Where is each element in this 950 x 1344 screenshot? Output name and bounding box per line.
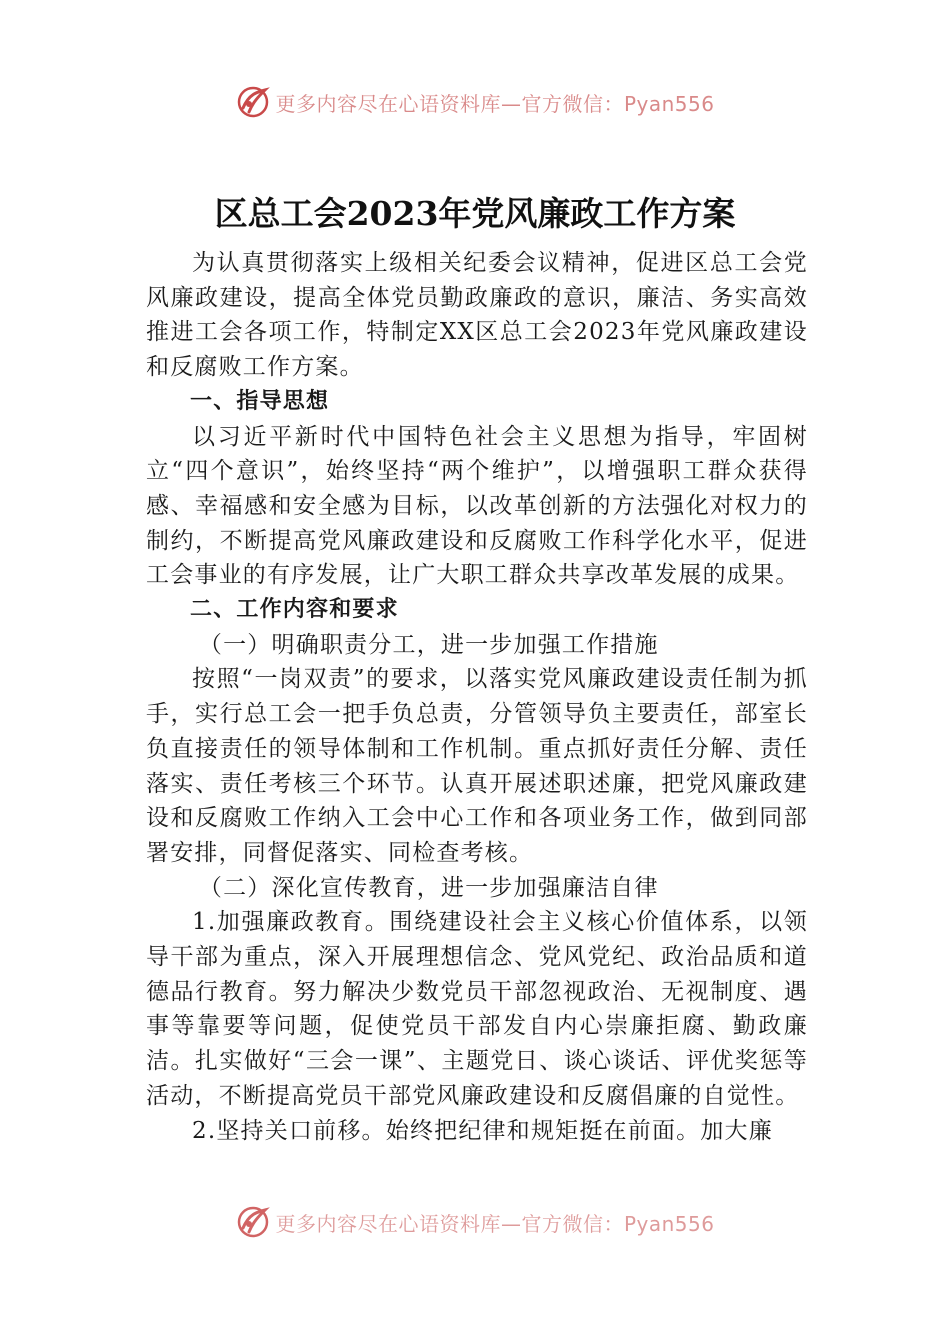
- document-body: [146, 246, 808, 1148]
- subsection-heading-education: （二）深化宣传教育，进一步加强廉洁自律: [198, 874, 659, 901]
- section-heading-guiding-thought: 一、指导思想: [190, 388, 330, 414]
- watermark-footer: [0, 1202, 950, 1242]
- document-title: 区总工会2023年党风廉政工作方案: [214, 194, 736, 233]
- responsibility-paragraph: 按照“一岗双责”的要求，以落实党风廉政建设责任制为抓手，实行总工会一把手负总责，分管领导负主要责任，部室长负直接责任的领导体制和工作机制。重点抓好责任分解、责任落实、责任考核三个环节。认真开展述职述廉，把党风廉政建设和反腐败工作纳入工会中心工作和各项业务工作，做到同部署安排，同督促落实、同检查考核。: [146, 666, 808, 866]
- education-item-1: 1.加强廉政教育。围绕建设社会主义核心价值体系，以领导干部为重点，深入开展理想信念、党风党纪、政治品质和道德品行教育。努力解决少数党员干部忽视政治、无视制度、遇事等靠要等问题，促使党员干部发自内心崇廉拒腐、勤政廉洁。扎实做好“三会一课”、主题党日、谈心谈话、评优奖惩等活动，不断提高党员干部党风廉政建设和反腐倡廉的自觉性。: [146, 909, 808, 1109]
- watermark-text: 更多内容尽在心语资料库—官方微信：Pyan556: [275, 91, 715, 116]
- section-heading-work-content: 二、工作内容和要求: [190, 597, 399, 623]
- seal-logo-icon: [235, 84, 271, 120]
- subsection-heading-responsibility: （一）明确职责分工，进一步加强工作措施: [198, 631, 659, 658]
- seal-logo-icon: [235, 1204, 271, 1240]
- education-item-2: 2.坚持关口前移。始终把纪律和规矩挺在前面。加大廉: [192, 1117, 773, 1144]
- intro-paragraph: 为认真贯彻落实上级相关纪委会议精神，促进区总工会党风廉政建设，提高全体党员勤政廉政的意识，廉洁、务实高效推进工会各项工作，特制定XX区总工会2023年党风廉政建设和反腐败工作方案。: [146, 250, 808, 381]
- guiding-thought-paragraph: 以习近平新时代中国特色社会主义思想为指导，牢固树立“四个意识”，始终坚持“两个维护”，以增强职工群众获得感、幸福感和安全感为目标，以改革创新的方法强化对权力的制约，不断提高党风廉政建设和反腐败工作科学化水平，促进工会事业的有序发展，让广大职工群众共享改革发展的成果。: [146, 423, 808, 589]
- watermark-header: [0, 82, 950, 122]
- watermark-text: 更多内容尽在心语资料库—官方微信：Pyan556: [275, 1211, 715, 1236]
